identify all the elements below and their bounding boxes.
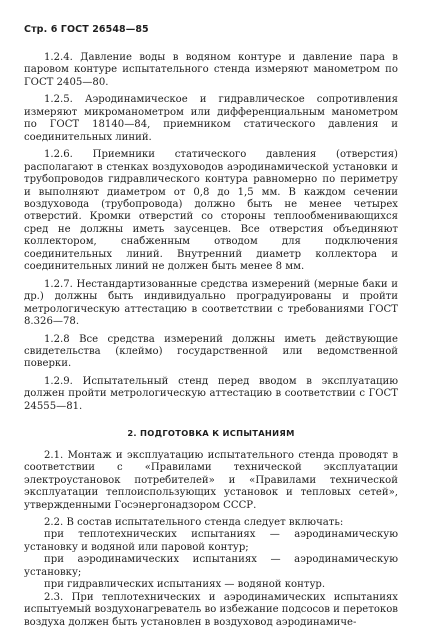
list-item-thermal: при теплотехнических испытаниях — аэродинамическую установку и водяной или паровой контур; (24, 529, 398, 553)
paragraph-1-2-4: 1.2.4. Давление воды в водяном контуре и давление пара в паровом контуре испытательного стенда измеряют манометром по ГОСТ 2405—80. (24, 52, 398, 88)
paragraph-2-2: 2.2. В состав испытательного стенда следует включать: (44, 516, 344, 528)
paragraph-1-2-7: 1.2.7. Нестандартизованные средства измерений (мерные баки и др.) должны быть индивидуально проградуированы и пройти метрологическую аттестацию в соответствии с требованиями ГОСТ 8.326—78. (24, 278, 398, 328)
paragraph-1-2-6: 1.2.6. Приемники статического давления (отверстия) располагают в стенках воздуховодов аэродинамической установки и трубопроводов гидравлического контура равномерно по периметру и выполняют диаметром от 0,8 до 1,5 мм. В каждом сечении воздуховода (трубопровода) должно быть не менее четырех отверстий. Кромки отверстий со стороны теплообменивающихся сред не должны иметь заусенцев. Все отверстия объединяют коллектором, снабженным отводом для подключения соединительных линий. Внутренний диаметр коллектора и соединительных линий не должен быть менее 8 мм. (24, 149, 398, 273)
paragraph-1-2-8: 1.2.8 Все средства измерений должны иметь действующие свидетельства (клеймо) государственной или ведомственной поверки. (24, 333, 398, 370)
paragraph-2-3: 2.3. При теплотехнических и аэродинамических испытаниях испытуемый воздухонагреватель во избежание подсосов и перетоков воздуха должен быть установлен в воздуховод аэродинамиче- (24, 591, 398, 628)
section-title: 2. ПОДГОТОВКА К ИСПЫТАНИЯМ (127, 428, 295, 439)
list-item-hydraulic: при гидравлических испытаниях — водяной контур. (44, 579, 326, 591)
paragraph-1-2-9: 1.2.9. Испытательный стенд перед вводом в эксплуатацию должен пройти метрологическую аттестацию в соответствии с ГОСТ 24555—81. (24, 375, 398, 412)
paragraph-1-2-5: 1.2.5. Аэродинамическое и гидравлическое сопротивления измеряют микроманометром или дифференциальным манометром по ГОСТ 18140—84, приемником статического давления и соединительных линий. (24, 94, 398, 143)
document-body (24, 52, 398, 634)
list-item-aerodynamic: при аэродинамических испытаниях — аэродинамическую установку; (24, 554, 398, 578)
paragraph-2-1: 2.1. Монтаж и эксплуатацию испытательного стенда проводят в соответствии с «Правилами технической эксплуатации электроустановок потребителей» и «Правилами технической эксплуатации теплоиспользующих установок и тепловых сетей», утвержденными Госэнергонадзором СССР. (24, 449, 398, 511)
page-header: Стр. 6 ГОСТ 26548—85 (24, 24, 149, 35)
